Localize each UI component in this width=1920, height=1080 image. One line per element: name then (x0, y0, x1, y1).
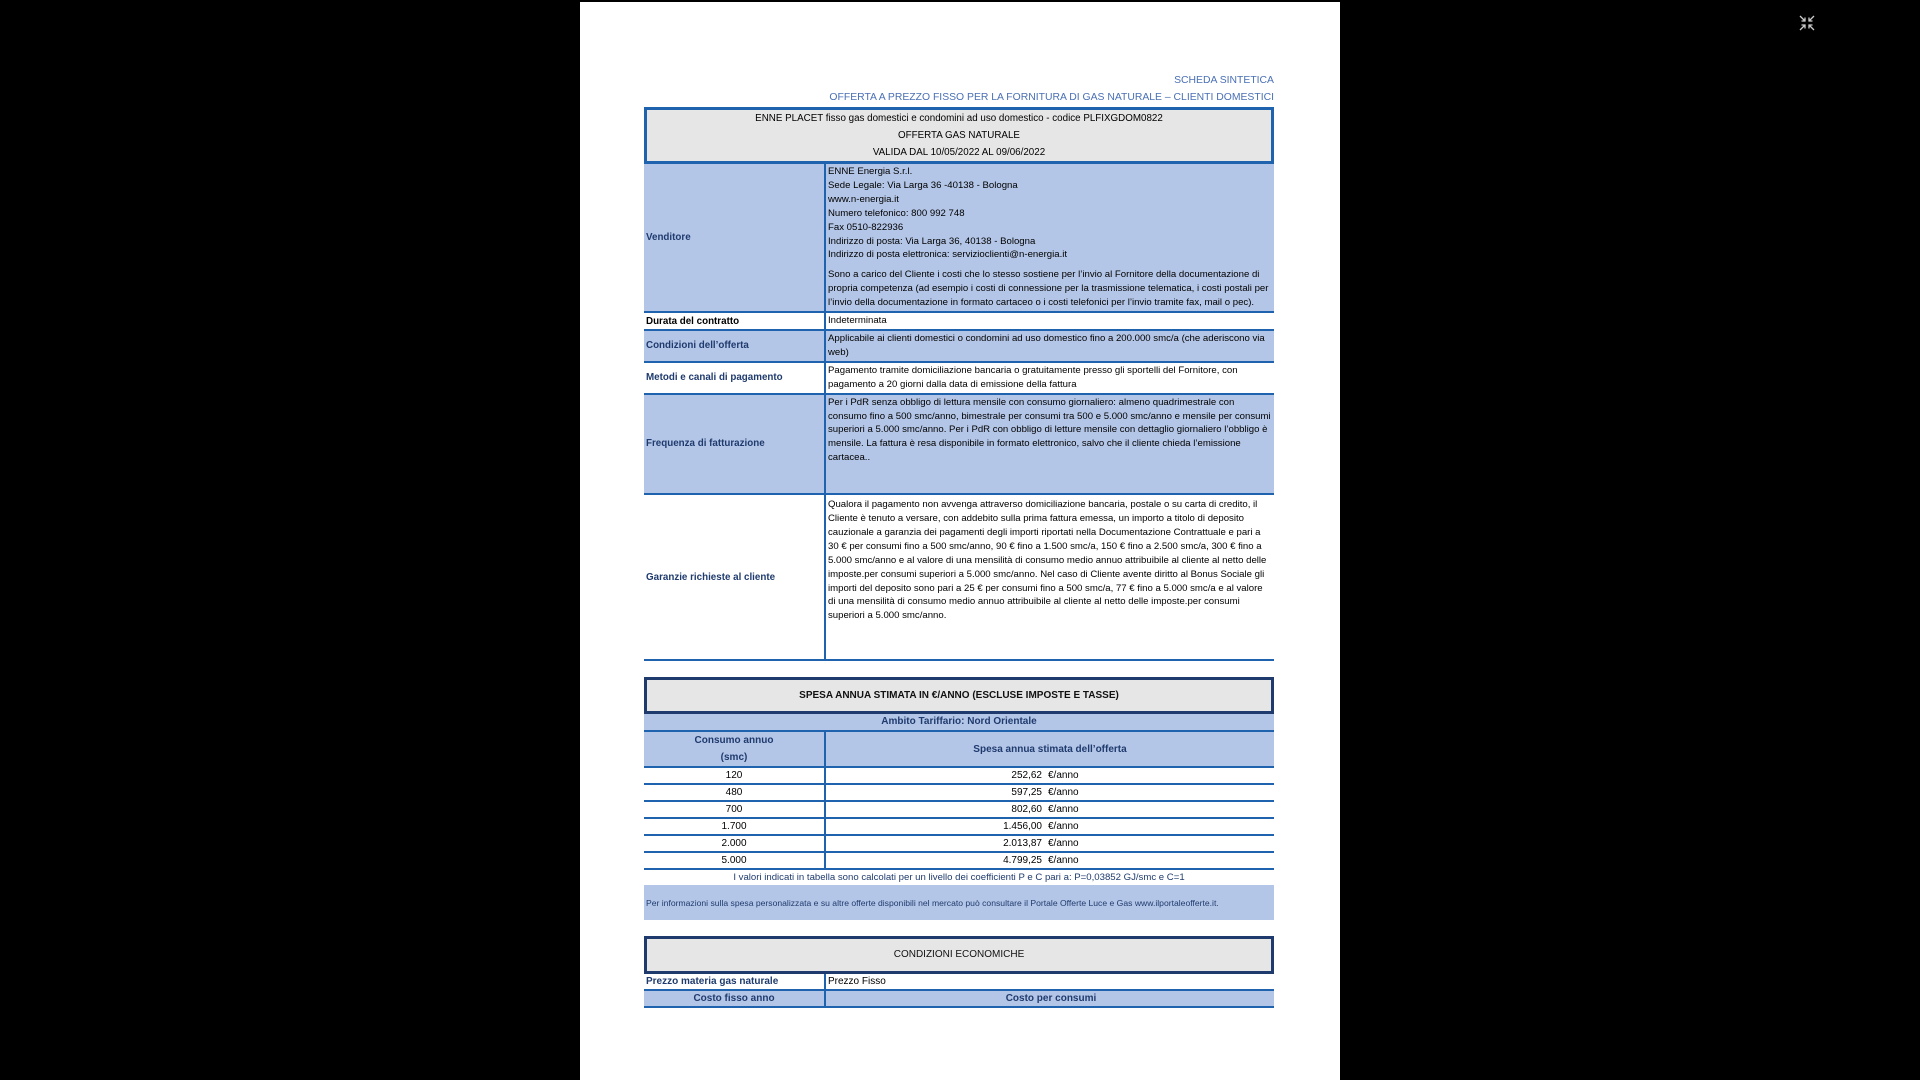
label-costo-consumi: Costo per consumi (1005, 993, 1097, 1005)
value-garanzie (826, 495, 1274, 659)
table-row (644, 802, 1274, 819)
header-line-1: SCHEDA SINTETICA (1174, 75, 1274, 86)
label-costo-fisso: Costo fisso anno (644, 991, 826, 1006)
frequenza-text: Per i PdR senza obbligo di lettura mensile con consumo giornaliero: almeno quadrimestrale con consumo fino a 500 smc/anno, bimestrale per consumi tra 500 e 5.000 smc/anno e mensile per consumi superiori a 5.000 smc/anno. Per i PdR con obbligo di letture mensile con dettaglio giornaliero l’obbligo è mensile. La fattura è resa disponibile in formato elettronico, salvo che il cliente chieda l’emissione cartacea.. (828, 396, 1271, 464)
value-prezzo: Prezzo Fisso (828, 976, 886, 988)
coefficients-note: I valori indicati in tabella sono calcolati per un livello dei coefficienti P e C pari a: P=0,03852 GJ/smc e C=1 (733, 872, 1185, 884)
venditore-website[interactable]: www.n-energia.it (828, 193, 899, 205)
cell-spesa: 802,60 (1011, 804, 1042, 816)
label-durata: Durata del contratto (644, 313, 826, 329)
document-page (580, 2, 1340, 1080)
cell-unit: €/anno (1048, 855, 1079, 867)
table-row (644, 785, 1274, 802)
economiche-title: CONDIZIONI ECONOMICHE (893, 949, 1025, 961)
col-consumo-unit: (smc) (720, 752, 748, 764)
venditore-line: Sede Legale: Via Larga 36 -40138 - Bologna (828, 179, 1018, 191)
cell-spesa: 597,25 (1011, 787, 1042, 799)
cell-unit: €/anno (1048, 804, 1079, 816)
cell-unit: €/anno (1048, 787, 1079, 799)
cell-consumo: 120 (644, 768, 826, 783)
venditore-email[interactable]: Indirizzo di posta elettronica: servizioclienti@n-energia.it (828, 249, 1068, 261)
spesa-table-body (644, 768, 1274, 870)
cell-spesa: 252,62 (1011, 770, 1042, 782)
cell-unit: €/anno (1048, 838, 1079, 850)
venditore-note: Sono a carico del Cliente i costi che lo stesso sostiene per l’invio al Fornitore della documentazione di propria competenza (ad esempio i costi di connessione per la trasmissione telematica, i costi postali per l’invio della documentazione in formato cartaceo o i costi telefonici per l’invio tramite fax, mail o pec). (828, 269, 1269, 309)
row-costi (644, 991, 1274, 1008)
header-line-2: OFFERTA A PREZZO FISSO PER LA FORNITURA DI GAS NATURALE – CLIENTI DOMESTICI (829, 92, 1274, 103)
label-frequenza: Frequenza di fatturazione (644, 395, 826, 494)
portale-info-text[interactable]: Per informazioni sulla spesa personalizzata e su altre offerte disponibili nel mercato può consultare il Portale Offerte Luce e Gas www.ilportaleofferte.it. (646, 897, 1219, 908)
table-row (644, 853, 1274, 870)
cell-spesa: 2.013,87 (1003, 838, 1042, 850)
table-row (644, 836, 1274, 853)
col-consumo-label: Consumo annuo (694, 735, 774, 747)
cell-spesa: 1.456,00 (1003, 821, 1042, 833)
cell-consumo: 480 (644, 785, 826, 800)
row-prezzo (644, 974, 1274, 991)
cell-unit: €/anno (1048, 770, 1079, 782)
cell-spesa: 4.799,25 (1003, 855, 1042, 867)
venditore-line: ENNE Energia S.r.l. (828, 166, 913, 177)
row-durata (644, 313, 1274, 331)
label-prezzo: Prezzo materia gas naturale (644, 974, 826, 989)
offer-validity: VALIDA DAL 10/05/2022 AL 09/06/2022 (872, 147, 1046, 158)
row-garanzie (644, 495, 1274, 661)
offer-type: OFFERTA GAS NATURALE (898, 130, 1020, 141)
label-venditore: Venditore (644, 164, 826, 311)
economiche-title-box (644, 936, 1274, 974)
col-spesa-header: Spesa annua stimata dell’offerta (973, 743, 1127, 755)
value-venditore (826, 164, 1274, 311)
table-row (644, 768, 1274, 785)
row-frequenza (644, 395, 1274, 496)
value-frequenza (826, 395, 1274, 494)
venditore-line: Numero telefonico: 800 992 748 (828, 207, 965, 219)
spesa-title-box (644, 677, 1274, 714)
cell-consumo: 700 (644, 802, 826, 817)
label-garanzie: Garanzie richieste al cliente (644, 495, 826, 659)
scheda-sintetica (644, 72, 1274, 1008)
value-condizioni: Applicabile ai clienti domestici o condomini ad uso domestico fino a 200.000 smc/a (che aderiscono via web) (826, 331, 1274, 361)
cell-consumo: 5.000 (644, 853, 826, 868)
offer-title: ENNE PLACET fisso gas domestici e condomini ad uso domestico - codice PLFIXGDOM0822 (755, 113, 1163, 124)
garanzie-text: Qualora il pagamento non avvenga attraverso domiciliazione bancaria, postale o su carta di credito, il Cliente è tenuto a versare, con addebito sulla prima fattura emessa, un importo a titolo di deposito cauzionale a garanzia dei pagamenti degli importi riportati nella Documentazione Contrattuale e pari a 30 € per consumi fino a 500 smc/anno, 90 € fino a 1.500 smc/a, 150 € fino a 2.500 smc/a, 300 € fino a 5.000 smc/anno e al valore di una mensilità di consumo medio annuo attribuibile al cliente al netto delle imposte.per consumi superiori a 5.000 smc/anno. Nel caso di Cliente avente diritto al Bonus Sociale gli importi del deposito sono pari a 25 € per consumi fino a 500 smc/a, 77 € fino a 5.000 smc/a e al valore di una mensilità di consumo medio annuo attribuibile al cliente al netto delle imposte.per consumi superiori a 5.000 smc/anno. (828, 499, 1267, 622)
label-metodi: Metodi e canali di pagamento (644, 363, 826, 393)
spesa-table-header (644, 732, 1274, 768)
label-condizioni: Condizioni dell’offerta (644, 331, 826, 361)
spesa-title: SPESA ANNUA STIMATA IN €/ANNO (ESCLUSE IMPOSTE E TASSE) (799, 690, 1119, 702)
row-metodi (644, 363, 1274, 395)
doc-header (644, 72, 1274, 106)
value-metodi: Pagamento tramite domiciliazione bancaria o gratuitamente presso gli sportelli del Fornitore, con pagamento a 20 giorni dalla data di emissione della fattura (826, 363, 1274, 393)
portale-info (644, 885, 1274, 920)
cell-consumo: 1.700 (644, 819, 826, 834)
collapse-icon[interactable] (1796, 12, 1818, 34)
venditore-line: Fax 0510-822936 (828, 221, 904, 233)
row-condizioni (644, 331, 1274, 363)
value-durata: Indeterminata (826, 313, 1274, 329)
ambito-tariffario: Ambito Tariffario: Nord Orientale (644, 714, 1274, 732)
col-consumo-header (644, 732, 826, 766)
venditore-line: Indirizzo di posta: Via Larga 36, 40138 - Bologna (828, 235, 1036, 247)
cell-consumo: 2.000 (644, 836, 826, 851)
row-venditore (644, 164, 1274, 313)
offer-title-box (644, 107, 1274, 164)
table-row (644, 819, 1274, 836)
cell-unit: €/anno (1048, 821, 1079, 833)
